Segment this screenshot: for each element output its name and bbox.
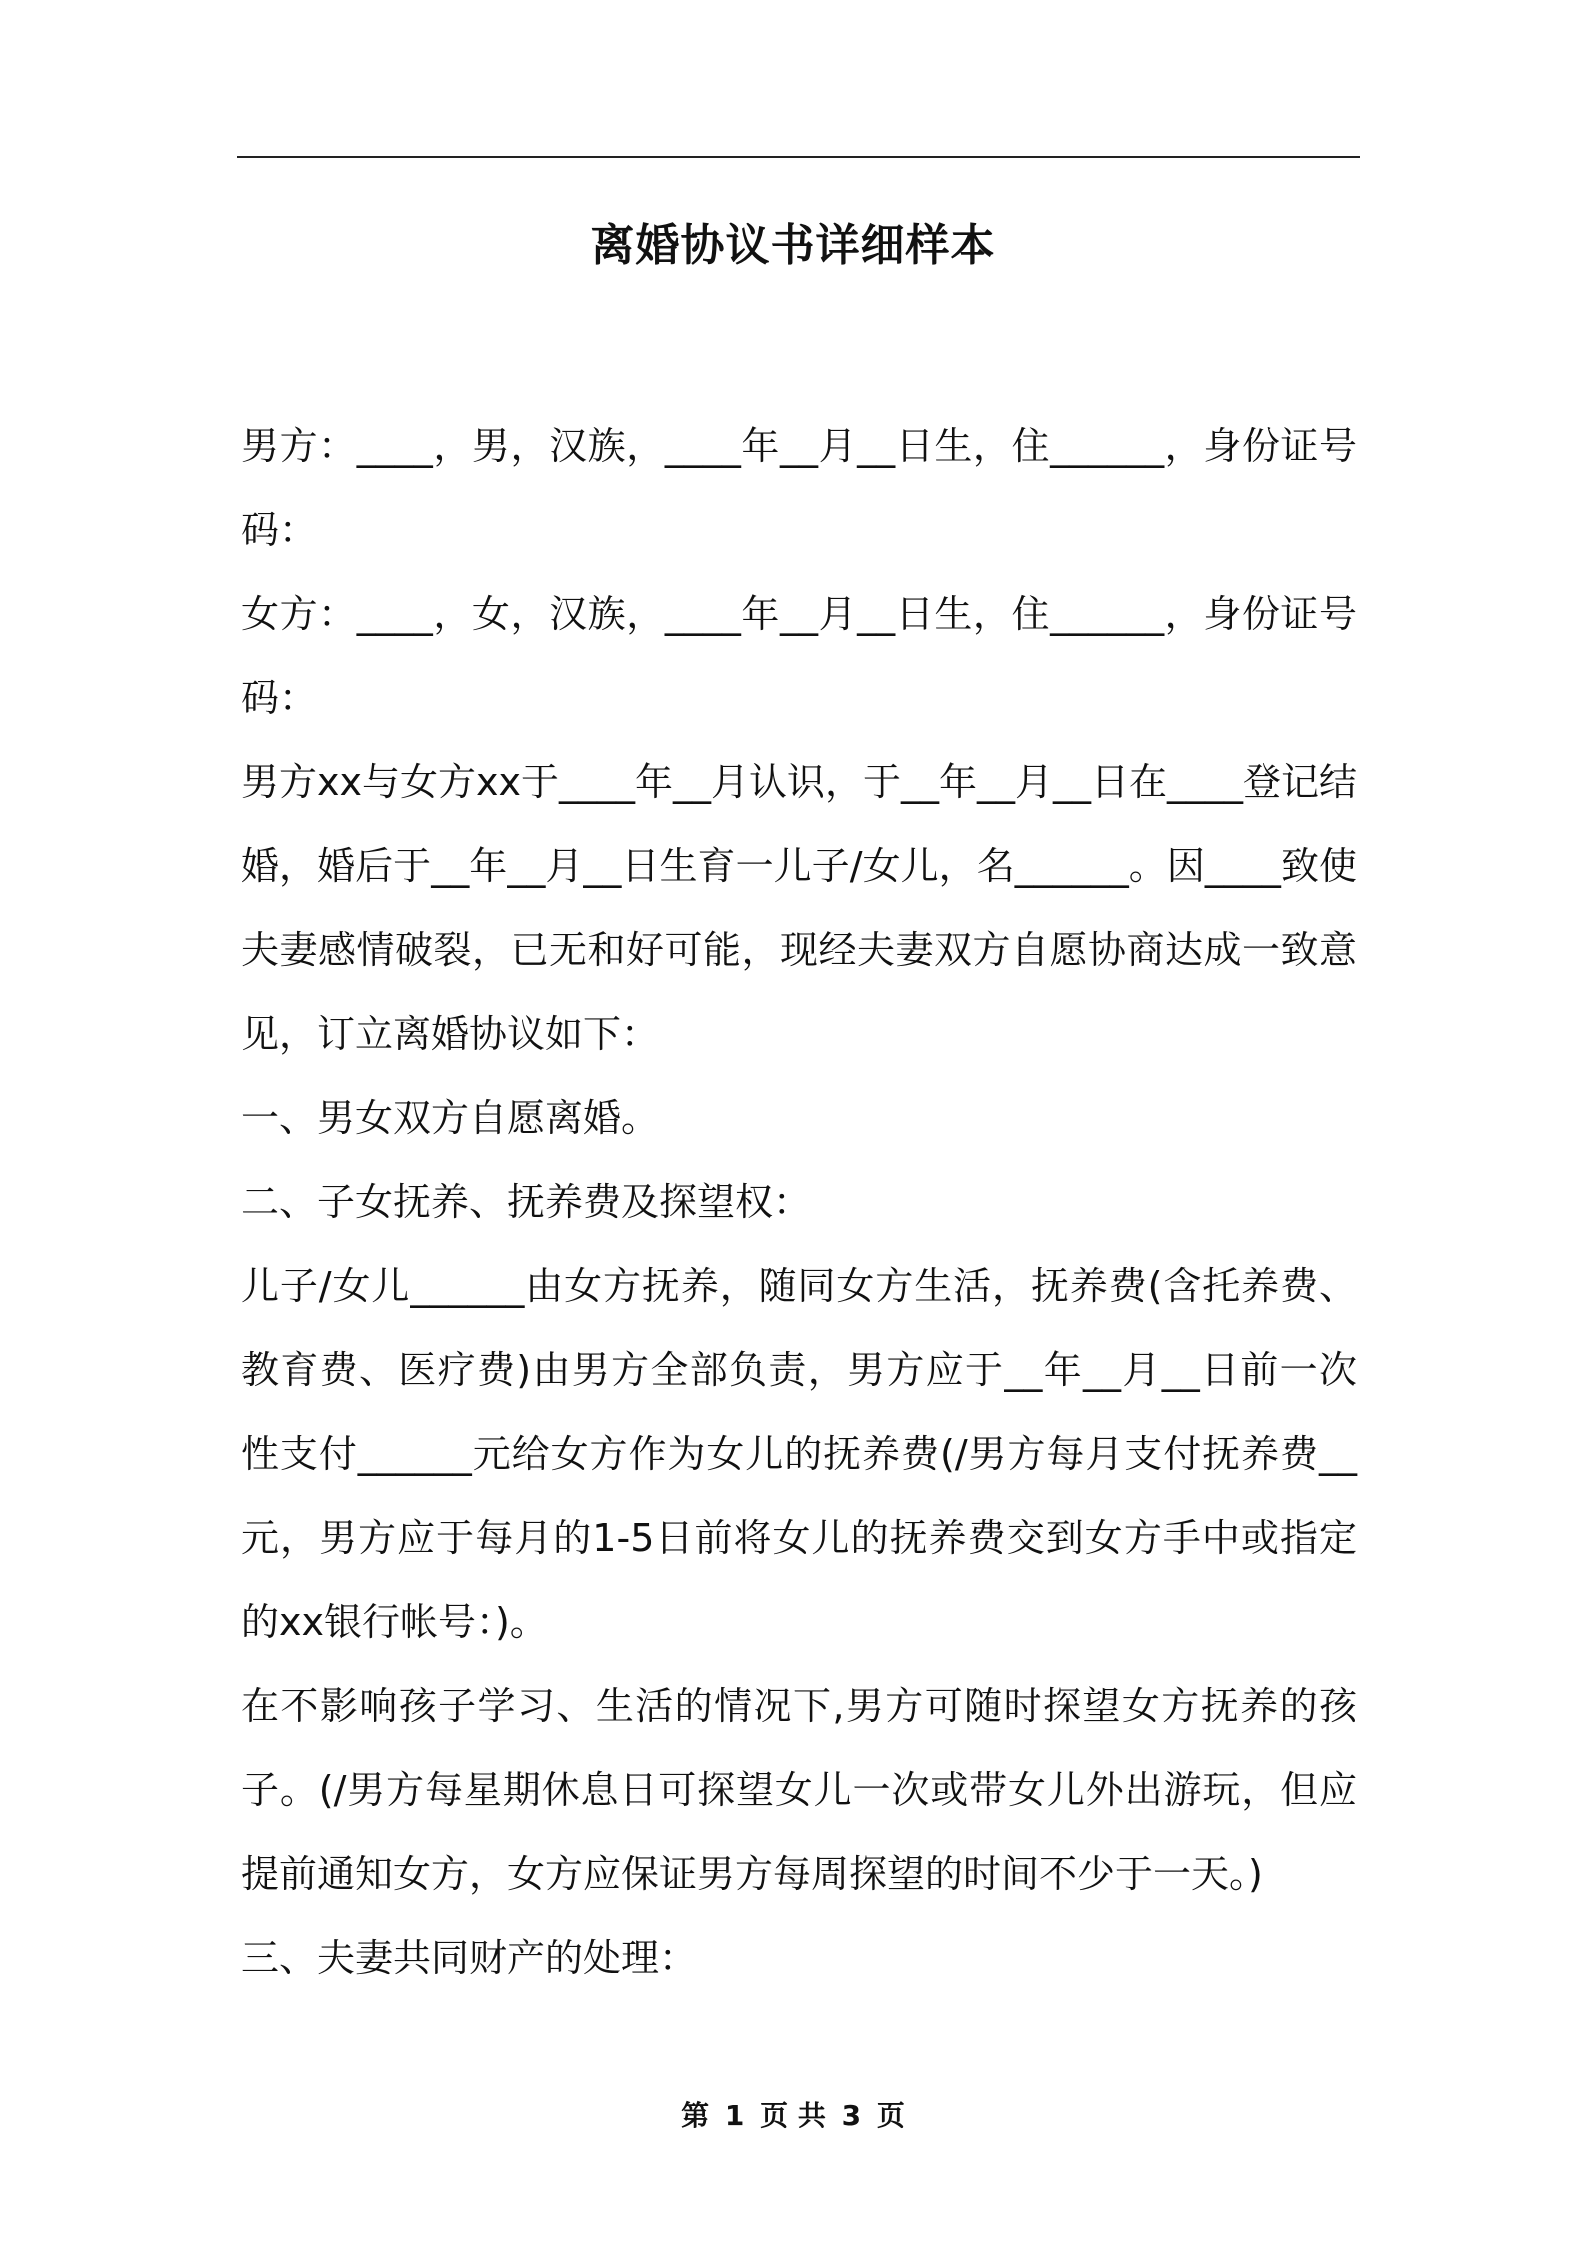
paragraph-background: 男方xx与女方xx于____年__月认识，于__年__月__日在____登记结婚，婚后于__年__月__日生育一儿子/女儿，名______。因____致使夫妻感情破裂，已无和好可能，现经夫妻双方自愿协商达成一致意见，订立离婚协议如下： — [241, 760, 1357, 1056]
footer-middle: 页 共 — [760, 2099, 826, 2132]
clause-1-heading: 一、男女双方自愿离婚。 — [241, 1096, 660, 1140]
page-footer — [0, 2096, 1586, 2136]
clause-2-heading: 二、子女抚养、抚养费及探望权： — [241, 1180, 812, 1224]
footer-total-pages: 3 — [841, 2099, 862, 2132]
paragraph-wife-info: 女方：____，女，汉族，____年__月__日生，住______，身份证号码： — [241, 592, 1357, 720]
paragraph-husband-info: 男方：____，男，汉族，____年__月__日生，住______，身份证号码： — [241, 424, 1357, 552]
clause-3-heading: 三、夫妻共同财产的处理： — [241, 1936, 698, 1980]
footer-current-page: 1 — [724, 2099, 745, 2132]
document-body — [241, 404, 1357, 2000]
footer-prefix: 第 — [681, 2099, 710, 2132]
document-title: 离婚协议书详细样本 — [590, 220, 996, 271]
footer-suffix: 页 — [876, 2099, 905, 2132]
paragraph-visitation: 在不影响孩子学习、生活的情况下,男方可随时探望女方抚养的孩子。(/男方每星期休息日可探望女儿一次或带女儿外出游玩，但应提前通知女方，女方应保证男方每周探望的时间不少于一天。) — [241, 1684, 1357, 1896]
header-divider — [237, 156, 1360, 158]
paragraph-child-support: 儿子/女儿______由女方抚养，随同女方生活，抚养费(含托养费、教育费、医疗费)由男方全部负责，男方应于__年__月__日前一次性支付______元给女方作为女儿的抚养费(/男方每月支付抚养费__元，男方应于每月的1-5日前将女儿的抚养费交到女方手中或指定的xx银行帐号：)。 — [241, 1264, 1357, 1644]
